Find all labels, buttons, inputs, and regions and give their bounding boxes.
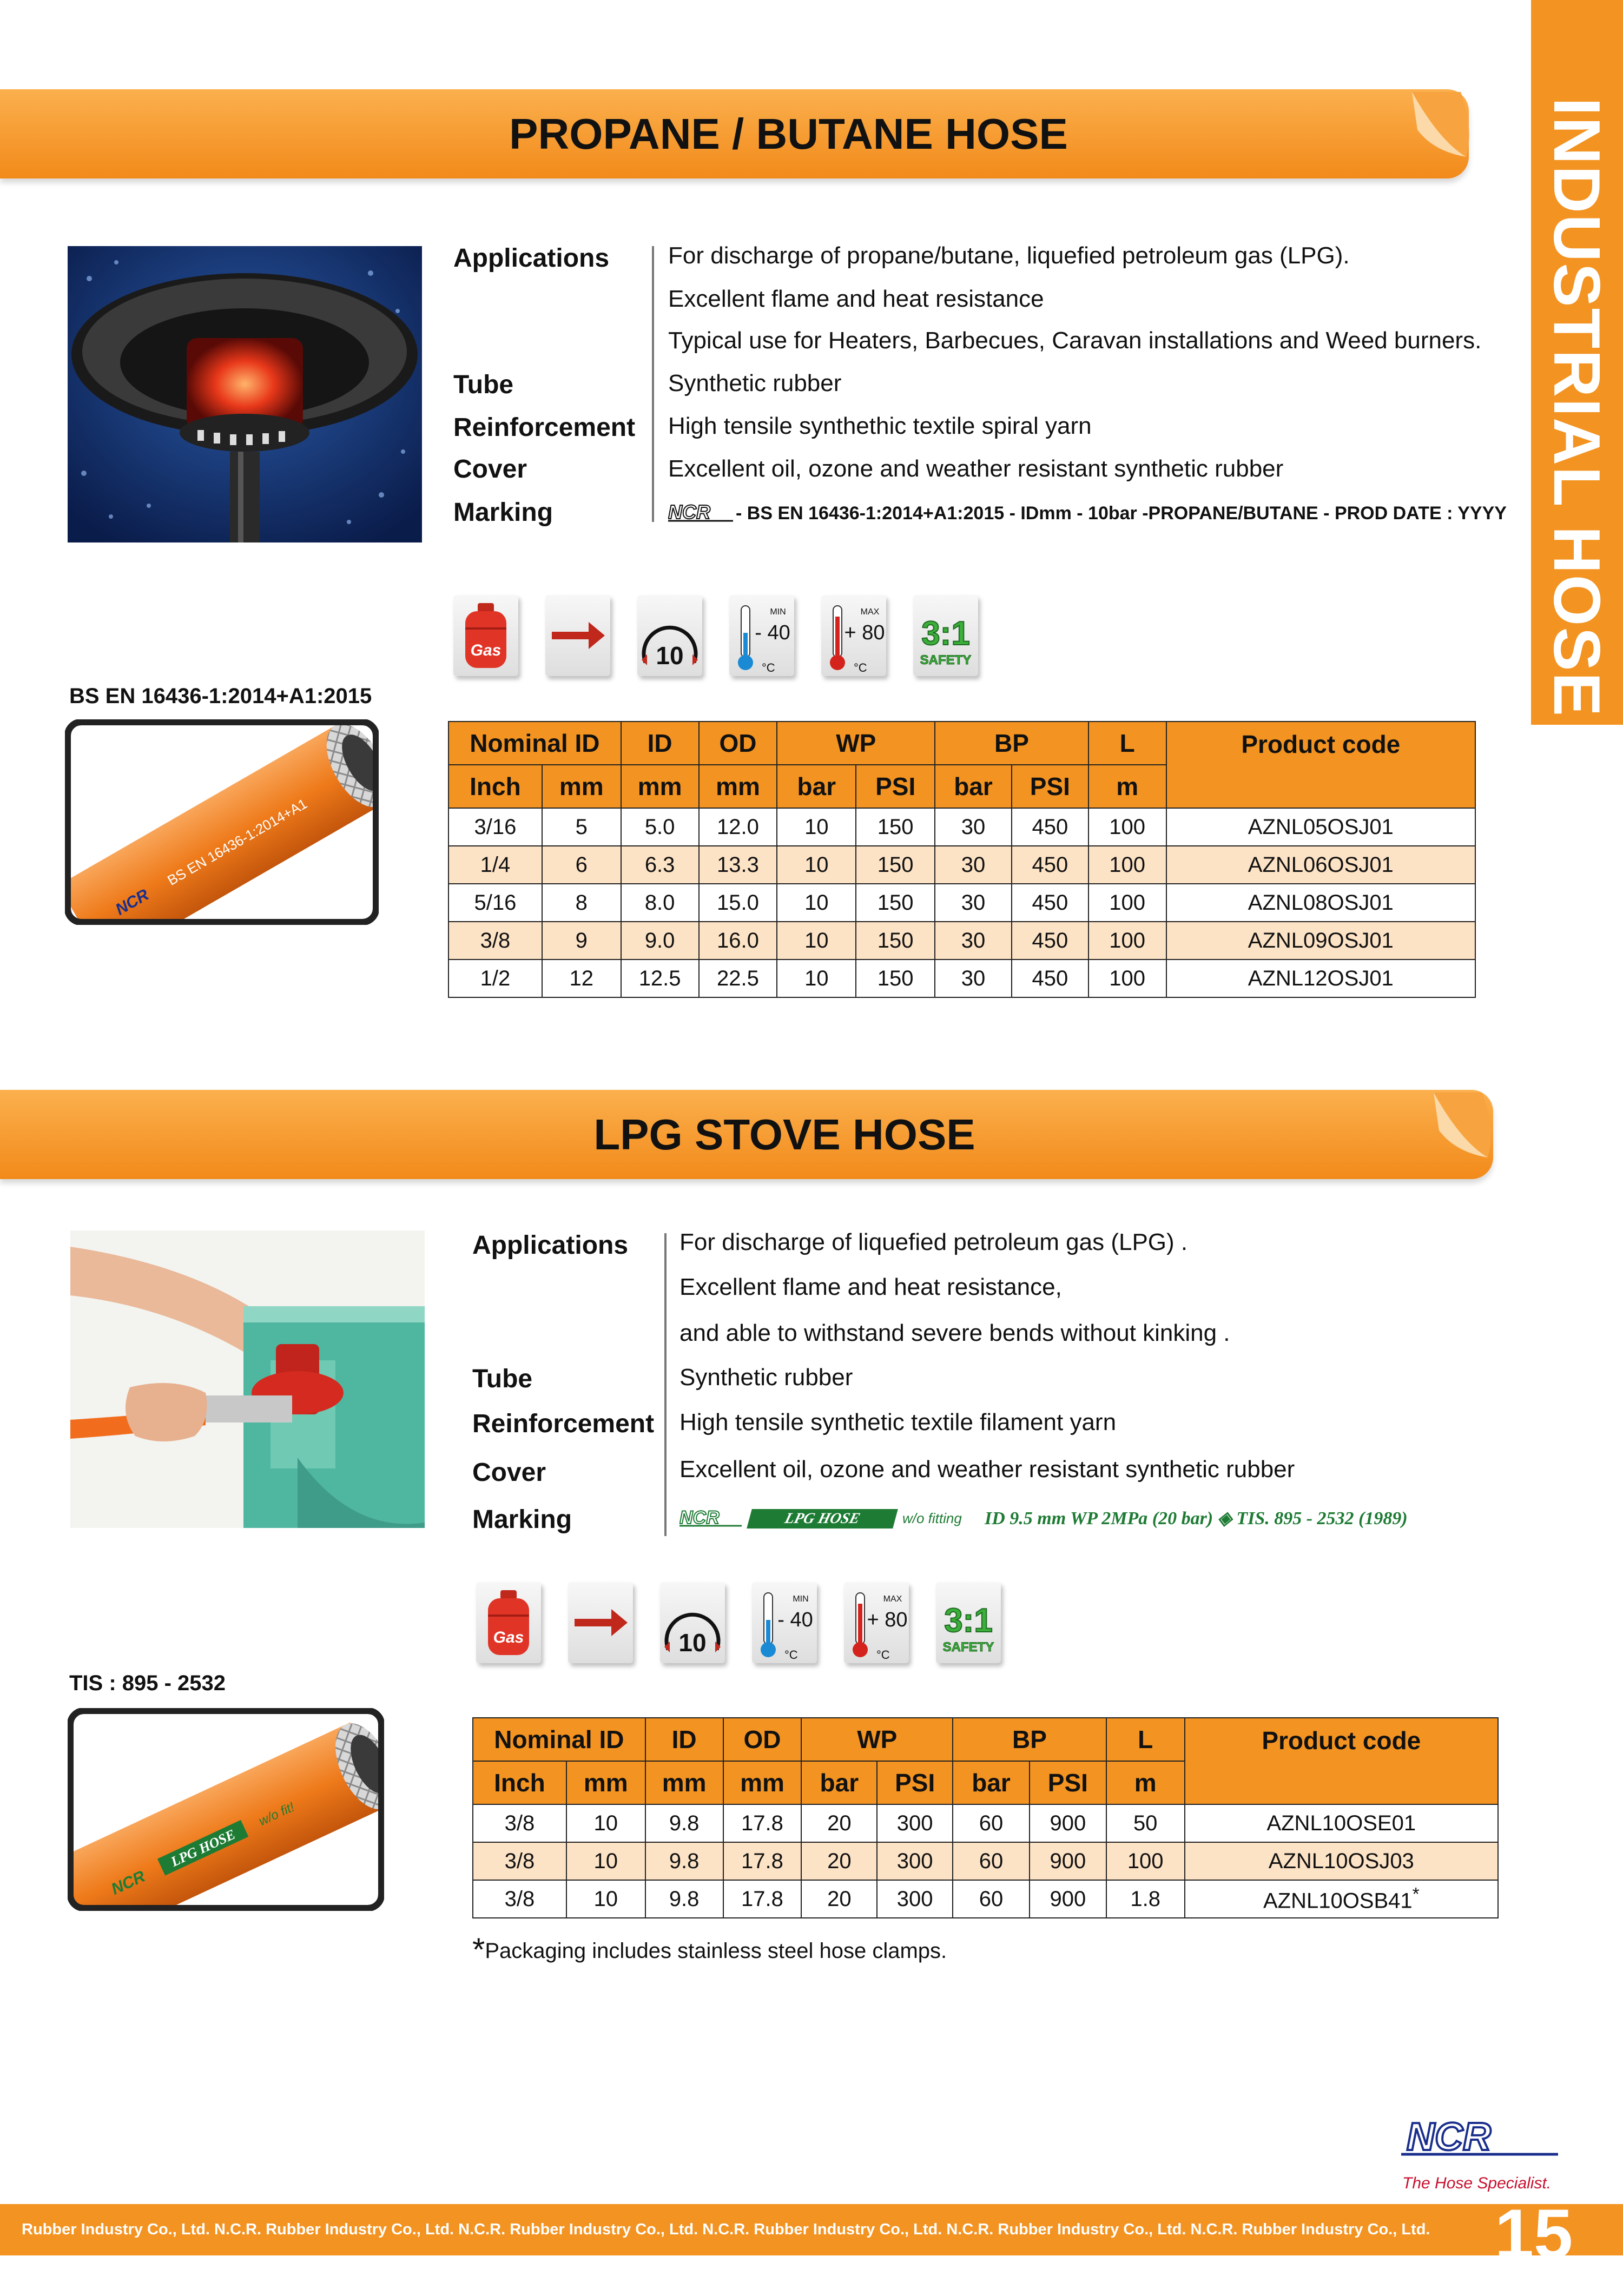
max-temperature-icon bbox=[844, 1582, 909, 1663]
column-header: Product code bbox=[1185, 1718, 1498, 1804]
marking-badge: LPG HOSE bbox=[747, 1509, 898, 1529]
column-header: L bbox=[1106, 1718, 1185, 1761]
column-header: BP bbox=[953, 1718, 1106, 1761]
column-header: OD bbox=[723, 1718, 802, 1761]
svg-text:w/o fit!: w/o fit! bbox=[256, 1799, 297, 1829]
marking-text: - BS EN 16436-1:2014+A1:2015 - IDmm - 10bar -PROPANE/BUTANE - PROD DATE : YYYY bbox=[736, 503, 1507, 524]
spec-value: High tensile synthetic textile filament yarn bbox=[679, 1409, 1117, 1435]
min-temperature-icon bbox=[729, 595, 794, 676]
spec-label-marking: Marking bbox=[472, 1505, 572, 1534]
table-subheader-row: Inch mm mm mm bar PSI bar PSI m bbox=[448, 765, 1475, 808]
section-title: PROPANE / BUTANE HOSE bbox=[509, 109, 1068, 158]
svg-text:MIN: MIN bbox=[793, 1594, 809, 1604]
svg-text:SAFETY: SAFETY bbox=[942, 1640, 994, 1655]
spec-value: For discharge of propane/butane, liquefied petroleum gas (LPG). bbox=[668, 242, 1350, 269]
spec-label-reinforcement: Reinforcement bbox=[453, 413, 636, 442]
min-temperature-icon bbox=[752, 1582, 817, 1663]
spec-label-tube: Tube bbox=[453, 370, 514, 399]
spec-divider bbox=[664, 1233, 667, 1536]
pressure-gauge-icon bbox=[660, 1582, 725, 1663]
standard-label: TIS : 895 - 2532 bbox=[69, 1671, 226, 1695]
svg-text:MAX: MAX bbox=[860, 607, 880, 617]
column-header: WP bbox=[777, 722, 935, 765]
svg-text:- 40: - 40 bbox=[777, 1609, 813, 1631]
spec-divider bbox=[652, 246, 654, 522]
gas-cylinder-icon bbox=[453, 595, 518, 676]
svg-text:LPG HOSE: LPG HOSE bbox=[168, 1826, 238, 1870]
standard-label: BS EN 16436-1:2014+A1:2015 bbox=[69, 684, 372, 708]
flow-arrow-icon bbox=[545, 595, 610, 676]
column-header: Nominal ID bbox=[473, 1718, 645, 1761]
svg-text:- 40: - 40 bbox=[755, 621, 790, 644]
svg-text:+ 80: + 80 bbox=[867, 1609, 908, 1631]
page-number: 15 bbox=[1494, 2194, 1573, 2273]
safety-ratio-icon bbox=[913, 595, 978, 676]
column-header: ID bbox=[645, 1718, 723, 1761]
spec-value: For discharge of liquefied petroleum gas (LPG) . bbox=[679, 1229, 1188, 1255]
svg-text:10: 10 bbox=[678, 1629, 707, 1657]
spec-value: Synthetic rubber bbox=[679, 1364, 853, 1391]
svg-text:NCR: NCR bbox=[1407, 2118, 1491, 2159]
column-header: OD bbox=[699, 722, 777, 765]
spec-label-tube: Tube bbox=[472, 1365, 533, 1393]
column-header: ID bbox=[621, 722, 699, 765]
table-row: 5/16 8 8.0 15.0 10 150 30 450 100 AZNL08OSJ01 bbox=[448, 884, 1475, 922]
gas-cylinder-icon bbox=[476, 1582, 541, 1663]
table-footnote: *Packaging includes stainless steel hose clamps. bbox=[472, 1931, 947, 1968]
brand-tagline: The Hose Specialist. bbox=[1402, 2174, 1552, 2192]
spec-value: High tensile synthethic textile spiral yarn bbox=[668, 413, 1092, 439]
spec-label-applications: Applications bbox=[453, 244, 610, 273]
table-header-row bbox=[473, 1718, 1498, 1761]
svg-text:MAX: MAX bbox=[883, 1594, 902, 1604]
spec-value: Excellent oil, ozone and weather resistant synthetic rubber bbox=[679, 1456, 1295, 1483]
table-header-row bbox=[448, 722, 1475, 765]
table-row: 1/2 12 12.5 22.5 10 150 30 450 100 AZNL12OSJ01 bbox=[448, 960, 1475, 997]
svg-text:3:1: 3:1 bbox=[944, 1602, 993, 1639]
page-curl-icon bbox=[1401, 87, 1477, 162]
safety-ratio-icon bbox=[936, 1582, 1001, 1663]
spec-label-reinforcement: Reinforcement bbox=[472, 1410, 655, 1438]
ncr-logo-icon bbox=[668, 501, 738, 523]
heater-photo bbox=[68, 246, 422, 542]
column-header: L bbox=[1088, 722, 1166, 765]
table-row: 3/8 10 9.8 17.8 20 300 60 900 1.8 AZNL10OSB41* bbox=[473, 1880, 1498, 1918]
page-curl-icon bbox=[1423, 1087, 1499, 1163]
ncr-logo-icon bbox=[679, 1506, 750, 1528]
svg-text:MIN: MIN bbox=[770, 607, 786, 617]
side-tab-label: INDUSTRIAL HOSE bbox=[1540, 97, 1614, 718]
table-row: 3/8 9 9.0 16.0 10 150 30 450 100 AZNL09OSJ01 bbox=[448, 922, 1475, 960]
svg-text:Gas: Gas bbox=[470, 641, 502, 659]
hose-illustration bbox=[68, 1708, 384, 1911]
spec-label-applications: Applications bbox=[472, 1231, 629, 1260]
svg-text:NCR: NCR bbox=[112, 885, 152, 919]
column-header: WP bbox=[801, 1718, 953, 1761]
ncr-brand-logo bbox=[1401, 2118, 1563, 2172]
spec-label-marking: Marking bbox=[453, 498, 553, 527]
max-temperature-icon bbox=[821, 595, 886, 676]
spec-value: Synthetic rubber bbox=[668, 370, 842, 396]
svg-text:°C: °C bbox=[784, 1648, 798, 1662]
specification-table bbox=[448, 721, 1476, 998]
column-header: Nominal ID bbox=[448, 722, 621, 765]
marking-text: ID 9.5 mm WP 2MPa (20 bar) ◈ TIS. 895 - 2532 (1989) bbox=[985, 1508, 1408, 1529]
spec-value: Excellent flame and heat resistance bbox=[668, 286, 1044, 312]
svg-text:BS EN 16436-1:2014+A1: BS EN 16436-1:2014+A1 bbox=[164, 795, 310, 889]
spec-label-cover: Cover bbox=[453, 455, 527, 484]
hose-illustration bbox=[65, 719, 379, 925]
specification-table bbox=[472, 1717, 1499, 1918]
svg-text:°C: °C bbox=[876, 1648, 890, 1662]
svg-text:SAFETY: SAFETY bbox=[920, 653, 972, 667]
table-row: 3/8 10 9.8 17.8 20 300 60 900 100 AZNL10OSJ03 bbox=[473, 1842, 1498, 1880]
svg-text:NCR: NCR bbox=[668, 501, 710, 523]
table-row: 1/4 6 6.3 13.3 10 150 30 450 100 AZNL06OSJ01 bbox=[448, 846, 1475, 884]
table-row: 3/16 5 5.0 12.0 10 150 30 450 100 AZNL05OSJ01 bbox=[448, 808, 1475, 846]
svg-text:NCR: NCR bbox=[679, 1507, 720, 1528]
table-subheader-row: Inch mm mm mm bar PSI bar PSI m bbox=[473, 1761, 1498, 1804]
pressure-gauge-icon bbox=[637, 595, 702, 676]
svg-text:10: 10 bbox=[656, 641, 684, 670]
spec-value: and able to withstand severe bends without kinking . bbox=[679, 1320, 1230, 1346]
svg-text:3:1: 3:1 bbox=[921, 615, 970, 652]
spec-value: Excellent oil, ozone and weather resistant synthetic rubber bbox=[668, 455, 1284, 482]
marking-fitting: w/o fitting bbox=[902, 1510, 962, 1526]
svg-text:NCR: NCR bbox=[108, 1867, 148, 1898]
svg-text:Gas: Gas bbox=[493, 1629, 524, 1646]
spec-value: Typical use for Heaters, Barbecues, Caravan installations and Weed burners. bbox=[668, 327, 1482, 354]
column-header: BP bbox=[935, 722, 1088, 765]
column-header: Product code bbox=[1166, 722, 1475, 808]
section-title: LPG STOVE HOSE bbox=[593, 1110, 975, 1159]
regulator-photo bbox=[70, 1230, 425, 1528]
svg-text:+ 80: + 80 bbox=[844, 621, 885, 644]
svg-text:°C: °C bbox=[854, 661, 867, 674]
spec-label-cover: Cover bbox=[472, 1458, 546, 1487]
footer-text: Rubber Industry Co., Ltd. N.C.R. Rubber Industry Co., Ltd. N.C.R. Rubber Industry Co., Ltd. N.C.R. Rubber Industry Co., Ltd. N.C.R. Rubber Industry Co., Ltd. N.C.R. Rubber Industry Co., Ltd. bbox=[22, 2221, 1430, 2238]
flow-arrow-icon bbox=[568, 1582, 633, 1663]
svg-text:°C: °C bbox=[762, 661, 775, 674]
table-row: 3/8 10 9.8 17.8 20 300 60 900 50 AZNL10OSE01 bbox=[473, 1804, 1498, 1842]
spec-value: Excellent flame and heat resistance, bbox=[679, 1274, 1062, 1300]
